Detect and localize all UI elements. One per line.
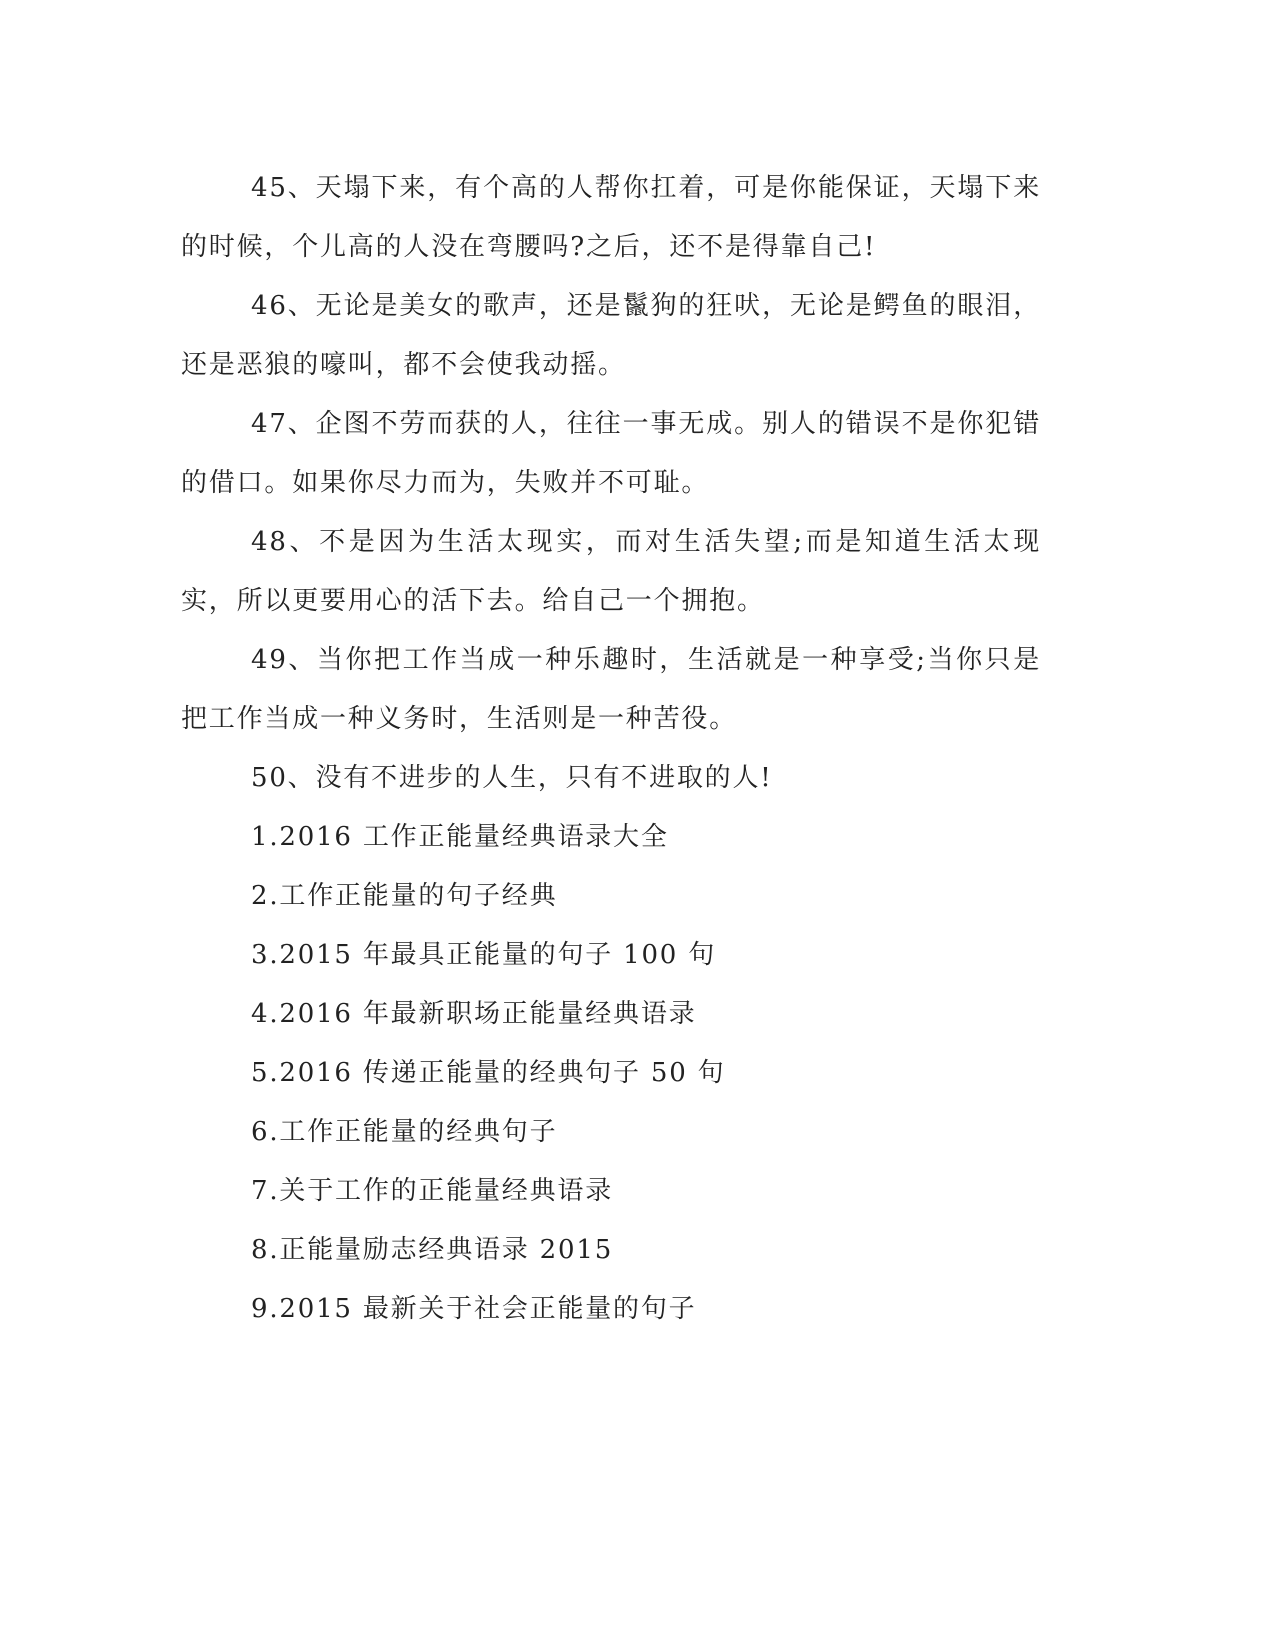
quote-paragraph-48: 48、不是因为生活太现实，而对生活失望;而是知道生活太现实，所以更要用心的活下去。给自己一个拥抱。 (181, 527, 1041, 616)
related-list-item: 1.2016 工作正能量经典语录大全 (251, 822, 669, 852)
related-list (181, 808, 1041, 1339)
quote-paragraph-46: 46、无论是美女的歌声，还是鬣狗的狂吠，无论是鳄鱼的眼泪，还是恶狼的嚎叫，都不会使我动摇。 (181, 291, 1041, 380)
related-list-item: 2.工作正能量的句子经典 (251, 881, 558, 911)
quote-paragraph-47: 47、企图不劳而获的人，往往一事无成。别人的错误不是你犯错的借口。如果你尽力而为，失败并不可耻。 (181, 409, 1041, 498)
related-list-item: 3.2015 年最具正能量的句子 100 句 (251, 940, 716, 970)
related-list-item: 7.关于工作的正能量经典语录 (251, 1176, 614, 1206)
related-list-item: 9.2015 最新关于社会正能量的句子 (251, 1294, 697, 1324)
quote-paragraph-49: 49、当你把工作当成一种乐趣时，生活就是一种享受;当你只是把工作当成一种义务时，生活则是一种苦役。 (181, 645, 1041, 734)
related-list-item: 4.2016 年最新职场正能量经典语录 (251, 999, 697, 1029)
related-list-item: 5.2016 传递正能量的经典句子 50 句 (251, 1058, 726, 1088)
quote-paragraph-45: 45、天塌下来，有个高的人帮你扛着，可是你能保证，天塌下来的时候，个儿高的人没在弯腰吗?之后，还不是得靠自己! (181, 173, 1041, 262)
related-list-item: 8.正能量励志经典语录 2015 (251, 1235, 614, 1265)
quote-paragraph-50: 50、没有不进步的人生，只有不进取的人! (251, 763, 773, 793)
related-list-item: 6.工作正能量的经典句子 (251, 1117, 558, 1147)
document-body (181, 159, 1041, 1339)
